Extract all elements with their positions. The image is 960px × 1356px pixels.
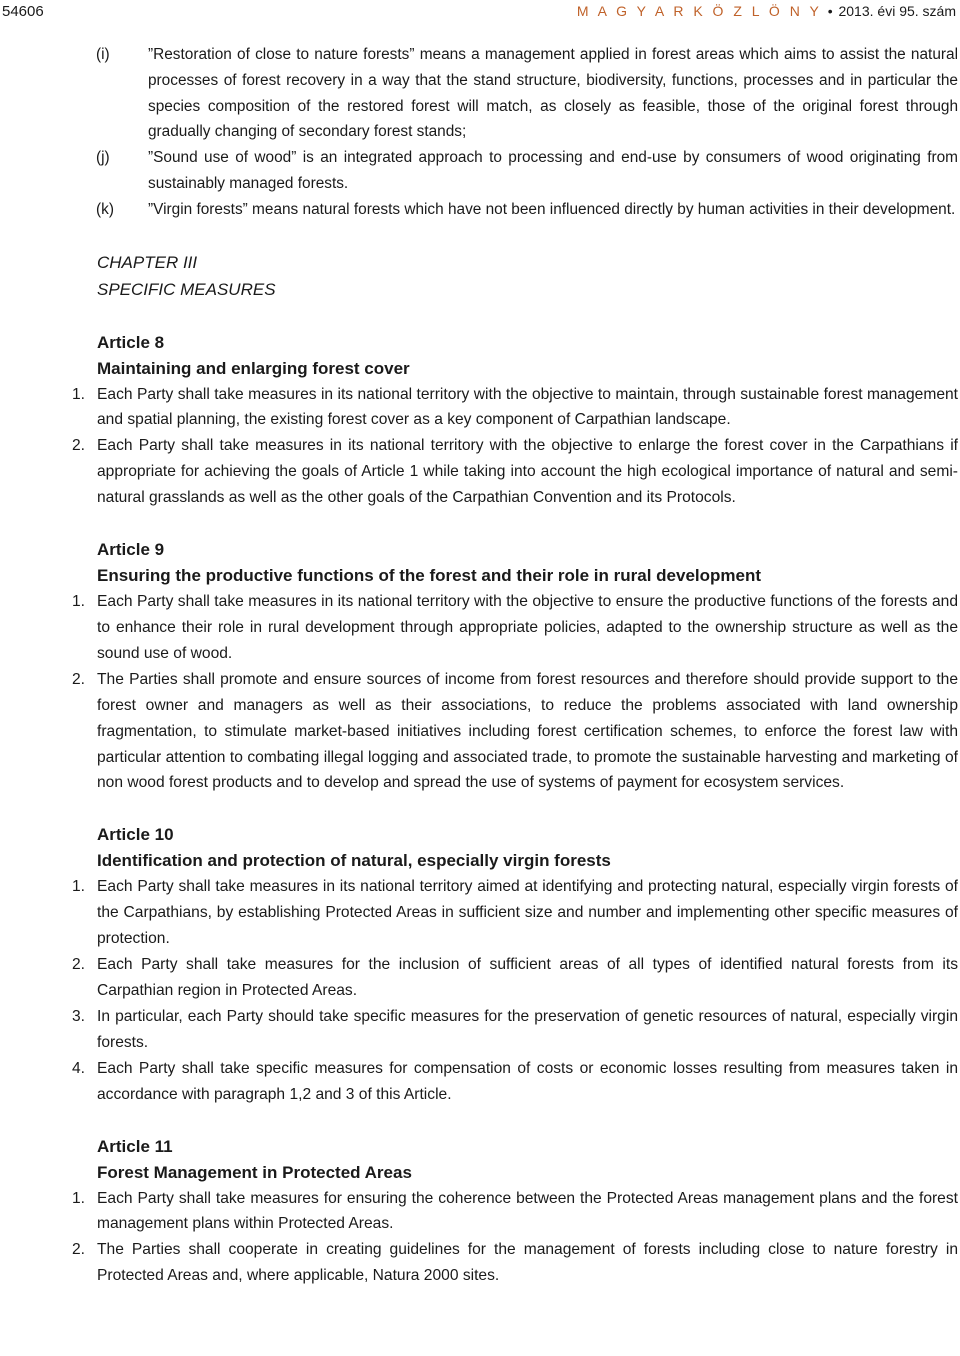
article-title: Ensuring the productive functions of the forest and their role in rural development bbox=[97, 566, 762, 586]
paragraph-number: 4. bbox=[72, 1059, 86, 1077]
paragraph-text: In particular, each Party should take specific measures for the preservation of genetic resources of natural, especially virgin forests. bbox=[97, 1007, 958, 1051]
paragraph-number: 2. bbox=[72, 670, 86, 688]
paragraph-text: Each Party shall take specific measures for compensation of costs or economic losses resulting from measures taken in accordance with paragraph 1,2 and 3 of this Article. bbox=[97, 1059, 958, 1103]
paragraph-number: 1. bbox=[72, 385, 86, 403]
definition-text: ”Sound use of wood” is an integrated approach to processing and end-use by consumers of wood originating from sustainably managed forests. bbox=[148, 149, 958, 192]
paragraph-number: 1. bbox=[72, 878, 86, 896]
page-header bbox=[0, 3, 960, 25]
article-paragraph bbox=[0, 1004, 960, 1056]
definition-text: ”Virgin forests” means natural forests which have not been influenced directly by human activities in their development. bbox=[148, 200, 956, 218]
paragraph-number: 1. bbox=[72, 1189, 86, 1207]
article-paragraph bbox=[0, 1056, 960, 1108]
definition-letter: (j) bbox=[96, 149, 110, 167]
article-paragraph bbox=[0, 1186, 960, 1238]
article-11 bbox=[0, 1134, 960, 1290]
article-heading: Article 11 bbox=[97, 1136, 173, 1156]
paragraph-text: The Parties shall promote and ensure sources of income from forest resources and therefore should provide support to the forest owner and managers as well as their associations, to reduce the problems associated with land ownership fragmentation, to stimulate market-based initiatives including forest certification schemes, to enforce the forest law with particular attention to combating illegal logging and associated trade, to promote the sustainable harvesting and marketing of non wood forest products and to develop and spread the use of systems of payment for ecosystem services. bbox=[97, 670, 958, 792]
article-heading: Article 10 bbox=[97, 825, 174, 845]
article-heading: Article 9 bbox=[97, 540, 165, 560]
paragraph-text: Each Party shall take measures in its national territory with the objective to ensure the productive functions of the forests and to enhance their role in rural development through appropriate policies, adapted to the ownership structure as well as the sound use of wood. bbox=[97, 593, 958, 662]
bullet-separator: • bbox=[827, 3, 833, 19]
paragraph-text: Each Party shall take measures for the inclusion of sufficient areas of all types of identified natural forests from its Carpathian region in Protected Areas. bbox=[97, 956, 958, 999]
article-heading: Article 8 bbox=[97, 332, 165, 352]
paragraph-number: 2. bbox=[72, 437, 86, 455]
definition-item bbox=[0, 197, 960, 223]
article-10 bbox=[0, 822, 960, 1107]
paragraph-number: 2. bbox=[72, 956, 86, 974]
definition-letter: (k) bbox=[96, 200, 114, 218]
paragraph-number: 1. bbox=[72, 593, 86, 611]
paragraph-text: Each Party shall take measures for ensuring the coherence between the Protected Areas management plans and the forest management plans within Protected Areas. bbox=[97, 1189, 958, 1233]
article-paragraph bbox=[0, 667, 960, 797]
article-paragraph bbox=[0, 874, 960, 952]
running-header bbox=[577, 3, 956, 19]
definition-letter: (i) bbox=[96, 46, 110, 63]
article-paragraph bbox=[0, 433, 960, 511]
definition-item bbox=[0, 42, 960, 145]
paragraph-number: 2. bbox=[72, 1241, 86, 1259]
issue-number: 2013. évi 95. szám bbox=[838, 3, 956, 19]
chapter-number: CHAPTER III bbox=[97, 252, 198, 272]
article-paragraph bbox=[0, 589, 960, 667]
article-title: Identification and protection of natural, especially virgin forests bbox=[97, 851, 611, 871]
definition-item bbox=[0, 145, 960, 197]
paragraph-text: The Parties shall cooperate in creating guidelines for the management of forests including close to nature forestry in Protected Areas and, where applicable, Natura 2000 sites. bbox=[97, 1241, 958, 1285]
paragraph-text: Each Party shall take measures in its national territory with the objective to maintain, through sustainable forest management and spatial planning, the existing forest cover as a key component of Carpathian landscape. bbox=[97, 385, 958, 429]
article-paragraph bbox=[0, 952, 960, 1004]
definition-text: ”Restoration of close to nature forests” means a management applied in forest areas which aims to assist the natural processes of forest recovery in a way that the stand structure, biodiversity, functions, processes and in particular the species composition of the restored forest will match, as closely as feasible, those of the original forest through gradually changing of secondary forest stands; bbox=[148, 46, 958, 141]
article-9 bbox=[0, 537, 960, 796]
article-paragraph bbox=[0, 382, 960, 434]
paragraph-text: Each Party shall take measures in its national territory aimed at identifying and protecting natural, especially virgin forests of the Carpathians, by establishing Protected Areas in sufficient size and number and implementing other specific measures of protection. bbox=[97, 878, 958, 948]
article-title: Maintaining and enlarging forest cover bbox=[97, 358, 410, 378]
paragraph-number: 3. bbox=[72, 1007, 86, 1025]
page-number: 54606 bbox=[2, 3, 44, 20]
chapter-title: SPECIFIC MEASURES bbox=[97, 279, 276, 299]
article-title: Forest Management in Protected Areas bbox=[97, 1162, 412, 1182]
paragraph-text: Each Party shall take measures in its national territory with the objective to enlarge the forest cover in the Carpathians if appropriate for achieving the goals of Article 1 while taking into account the high ecological importance of natural and semi-natural grasslands as well as the other goals of the Carpathian Convention and its Protocols. bbox=[97, 437, 958, 507]
article-paragraph bbox=[0, 1237, 960, 1289]
document-body bbox=[0, 42, 960, 1289]
article-8 bbox=[0, 330, 960, 512]
journal-name: M A G Y A R K Ö Z L Ö N Y bbox=[576, 3, 822, 19]
